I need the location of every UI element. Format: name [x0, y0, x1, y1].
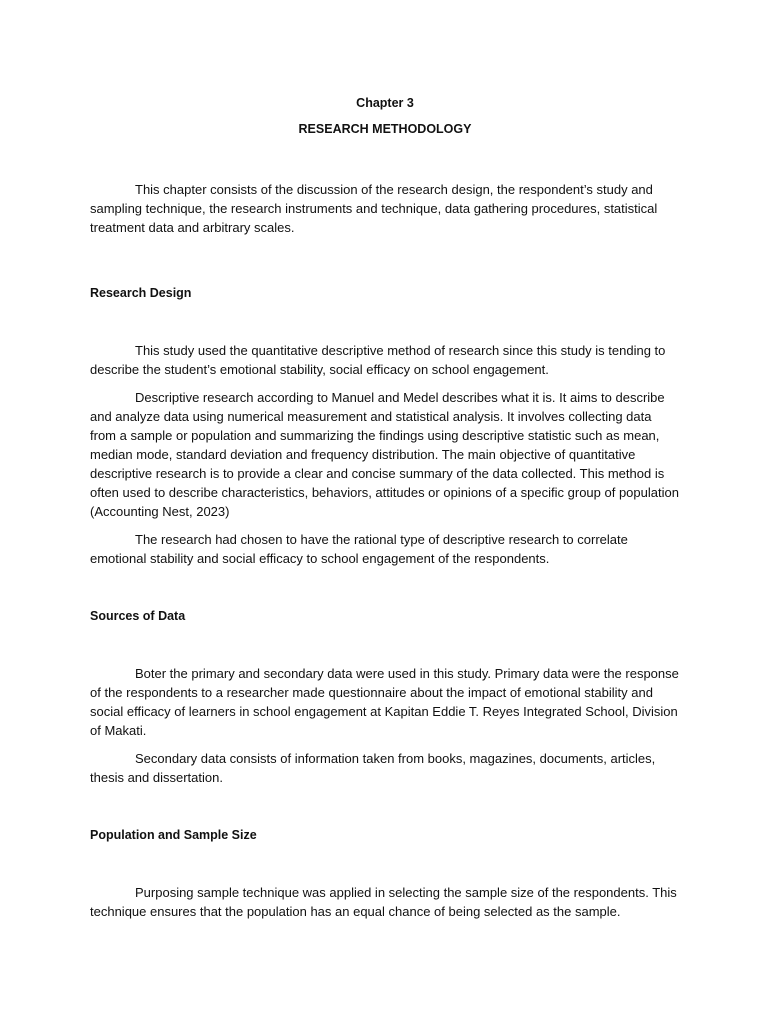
- section-research-design: [90, 284, 680, 568]
- document-body: [90, 94, 680, 930]
- paragraph: Secondary data consists of information taken from books, magazines, documents, articles, thesis and dissertation.: [90, 751, 656, 785]
- intro-paragraph: This chapter consists of the discussion of the research design, the respondent’s study and sampling technique, the research instruments and technique, data gathering procedures, statistical treatment data and arbitrary scales.: [90, 182, 658, 235]
- section-heading: Population and Sample Size: [90, 828, 257, 842]
- paragraph: Descriptive research according to Manuel and Medel describes what it is. It aims to describe and analyze data using numerical measurement and statistical analysis. It involves collecting data from a sample or population and summarizing the findings using descriptive statistic such as mean, median mode, standard deviation and frequency distribution. The main objective of quantitative descriptive research is to provide a clear and concise summary of the data collected. This method is often used to describe characteristics, behaviors, attitudes or opinions of a specific group of population (Accounting Nest, 2023): [90, 390, 679, 519]
- section-sources-of-data: [90, 607, 680, 787]
- section-heading: Sources of Data: [90, 609, 186, 623]
- section-heading: Research Design: [90, 286, 192, 300]
- chapter-label: Chapter 3: [356, 96, 414, 110]
- paragraph: The research had chosen to have the rational type of descriptive research to correlate emotional stability and social efficacy to school engagement of the respondents.: [90, 532, 628, 566]
- paragraph: Boter the primary and secondary data were used in this study. Primary data were the response of the respondents to a researcher made questionnaire about the impact of emotional stability and social efficacy of learners in school engagement at Kapitan Eddie T. Reyes Integrated School, Division of Makati.: [90, 666, 679, 738]
- paragraph: Purposing sample technique was applied in selecting the sample size of the respondents. This technique ensures that the population has an equal chance of being selected as the sample.: [90, 885, 677, 919]
- chapter-title: RESEARCH METHODOLOGY: [298, 122, 472, 136]
- paragraph: This study used the quantitative descriptive method of research since this study is tending to describe the student’s emotional stability, social efficacy on school engagement.: [90, 343, 666, 377]
- section-population-sample-size: [90, 826, 680, 921]
